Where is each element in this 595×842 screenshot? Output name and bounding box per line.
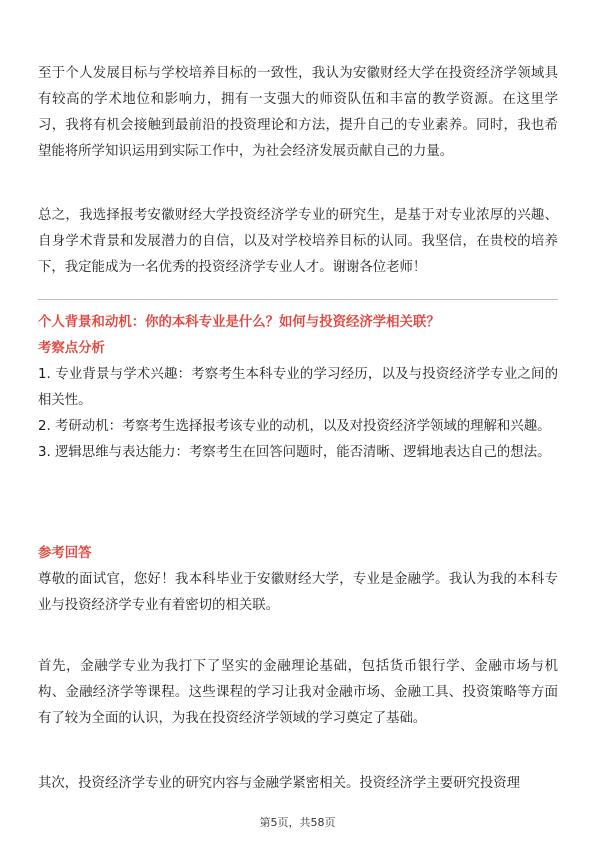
analysis-point: 2. 考研动机：考察考生选择报考该专业的动机，以及对投资经济学领域的理解和兴趣。 <box>38 419 551 434</box>
page-footer: 第5页，共58页 <box>259 816 336 829</box>
paragraph-goal-alignment: 至于个人发展目标与学校培养目标的一致性，我认为安徽财经大学在投资经济学领域具有较高的学术地位和影响力，拥有一支强大的师资队伍和丰富的教学资源。在这里学习，我将有机会接触到最前沿的投资理论和方法，提升自己的专业素养。同时，我也希望能将所学知识运用到实际工作中，为社会经济发展贡献自己的力量。 <box>38 66 558 159</box>
answer-heading: 参考回答 <box>38 546 92 561</box>
answer-paragraph-intro: 尊敬的面试官，您好！我本科毕业于安徽财经大学，专业是金融学。我认为我的本科专业与投资经济学专业有着密切的相关联。 <box>38 572 558 613</box>
analysis-point: 3. 逻辑思维与表达能力：考察考生在回答问题时，能否清晰、逻辑地表达自己的想法。 <box>38 445 551 460</box>
analysis-points <box>38 362 558 466</box>
analysis-point: 1. 专业背景与学术兴趣：考察考生本科专业的学习经历，以及与投资经济学专业之间的相关性。 <box>38 367 558 408</box>
answer-paragraph-second: 其次，投资经济学专业的研究内容与金融学紧密相关。投资经济学主要研究投资理 <box>38 776 521 791</box>
paragraph-conclusion: 总之，我选择报考安徽财经大学投资经济学专业的研究生，是基于对专业浓厚的兴趣、自身学术背景和发展潜力的自信，以及对学校培养目标的认同。我坚信，在贵校的培养下，我定能成为一名优秀的投资经济学专业人才。谢谢各位老师！ <box>38 208 558 275</box>
question-title: 个人背景和动机：你的本科专业是什么？如何与投资经济学相关联？ <box>38 315 440 330</box>
analysis-heading: 考察点分析 <box>38 341 105 356</box>
section-divider <box>38 299 558 300</box>
answer-paragraph-first: 首先，金融学专业为我打下了坚实的金融理论基础，包括货币银行学、金融市场与机构、金融经济学等课程。这些课程的学习让我对金融市场、金融工具、投资策略等方面有了较为全面的认识，为我在投资经济学领域的学习奠定了基础。 <box>38 659 558 726</box>
